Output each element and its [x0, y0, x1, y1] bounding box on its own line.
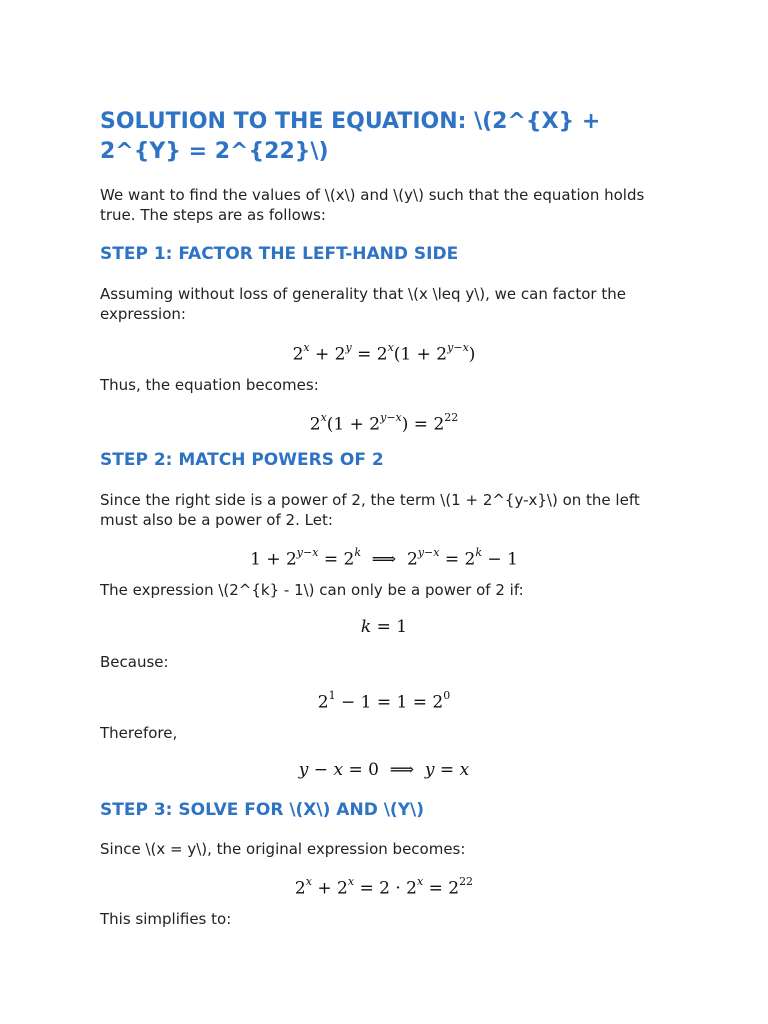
intro-paragraph: We want to find the values of \(x\) and \(y\) such that the equation holds true. The steps are as follows:	[100, 186, 645, 224]
step2-paragraph-2: The expression \(2^{k} - 1\) can only be a power of 2 if:	[100, 581, 524, 599]
step2-heading: STEP 2: MATCH POWERS OF 2	[100, 450, 384, 470]
simplifies-text: This simplifies to:	[100, 910, 232, 928]
equation-factor: $2^x + 2^y = 2^x(1 + 2^{y-x})$	[292, 341, 476, 365]
step1-heading: STEP 1: FACTOR THE LEFT-HAND SIDE	[100, 244, 459, 264]
therefore-text: Therefore,	[100, 724, 178, 742]
step2-paragraph: Since the right side is a power of 2, the term \(1 + 2^{y-x}\) on the left must also be a power of 2. Let:	[100, 491, 640, 529]
step1-paragraph: Assuming without loss of generality that \(x \leq y\), we can factor the expression:	[100, 285, 626, 323]
because-text: Because:	[100, 653, 169, 671]
equation-original: $2^x + 2^x = 2 \cdot 2^x = 2^{22}$	[294, 875, 474, 899]
equation-k: k = 1	[360, 617, 408, 637]
equation-let: $1 + 2^{y-x} = 2^k$ ⟹ $2^{y-x} = 2^k - 1$	[250, 546, 518, 570]
equation-becomes: $2^x(1 + 2^{y-x}) = 2^{22}$	[309, 411, 459, 435]
equation-because: $2^1 - 1 = 1 = 2^0$	[317, 689, 451, 713]
step3-heading: STEP 3: SOLVE FOR \(X\) AND \(Y\)	[100, 800, 424, 820]
equation-therefore: y − x = 0 ⟹ y = x	[298, 760, 470, 780]
step1-then-text: Thus, the equation becomes:	[100, 376, 319, 394]
page-title: SOLUTION TO THE EQUATION: \(2^{X} + 2^{Y} = 2^{22}\)	[100, 109, 601, 164]
step3-paragraph: Since \(x = y\), the original expression becomes:	[100, 840, 466, 858]
